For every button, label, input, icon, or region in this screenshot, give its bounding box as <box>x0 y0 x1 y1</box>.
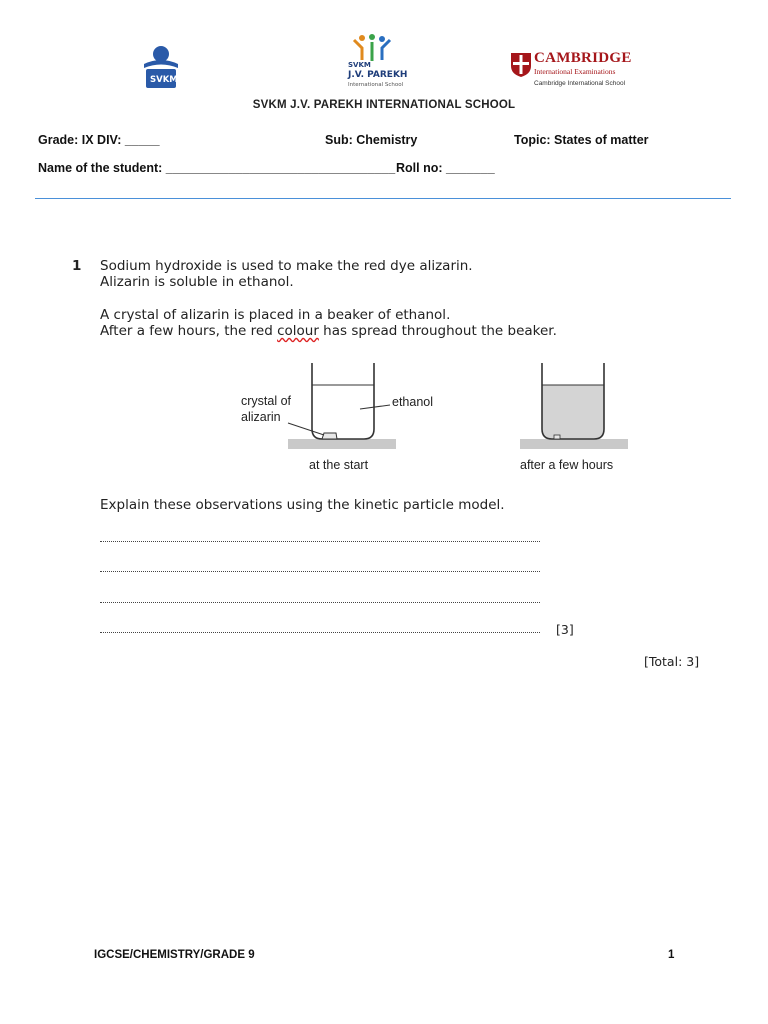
answer-line-4[interactable] <box>100 632 540 633</box>
subject-field: Sub: Chemistry <box>325 133 418 147</box>
bench-right <box>520 439 628 449</box>
cambridge-caption: Cambridge International School <box>534 80 626 87</box>
question-instruction: Explain these observations using the kinetic particle model. <box>100 497 505 513</box>
bench-left <box>288 439 396 449</box>
question-number: 1 <box>72 258 82 274</box>
liquid-right <box>542 385 604 439</box>
spelling-flagged-word: colour <box>277 323 319 339</box>
question-line-1: Sodium hydroxide is used to make the red dye alizarin. <box>100 258 473 274</box>
question-line-4-end: has spread throughout the beaker. <box>318 323 557 339</box>
svkm-logo-text: SVKM <box>150 75 178 85</box>
school-name: SVKM J.V. PAREKH INTERNATIONAL SCHOOL <box>252 99 516 111</box>
header-divider <box>35 198 731 199</box>
answer-line-1[interactable] <box>100 541 540 542</box>
roll-no-field: Roll no: _______ <box>396 161 495 175</box>
jv-parekh-logo-sub-text: International School <box>348 82 404 88</box>
question-line-4-start: After a few hours, the red <box>100 323 278 339</box>
figures-emblem-icon <box>340 34 404 64</box>
cambridge-logo <box>510 50 640 92</box>
jv-parekh-logo-main-text: J.V. PAREKH <box>348 70 408 80</box>
footer-page-number: 1 <box>668 949 675 961</box>
student-name-field: Name of the student: _________________________________ <box>38 161 396 175</box>
question-line-2: Alizarin is soluble in ethanol. <box>100 274 294 290</box>
cambridge-subtitle: International Examinations <box>534 67 616 76</box>
label-crystal-line2: alizarin <box>241 410 281 424</box>
svkm-logo <box>138 42 184 90</box>
answer-line-2[interactable] <box>100 571 540 572</box>
beaker-left <box>312 363 374 439</box>
caption-at-start: at the start <box>309 458 369 472</box>
grade-field: Grade: IX DIV: _____ <box>38 133 160 147</box>
jv-parekh-logo-top-text: SVKM <box>348 61 371 69</box>
question-line-4 <box>100 323 557 339</box>
topic-field: Topic: States of matter <box>514 133 649 147</box>
total-marks: [Total: 3] <box>644 654 700 669</box>
marks-label: [3] <box>556 622 574 637</box>
question-line-3: A crystal of alizarin is placed in a beaker of ethanol. <box>100 307 451 323</box>
cambridge-shield-icon <box>510 52 532 78</box>
caption-after-hours: after a few hours <box>520 458 614 472</box>
crystal-right <box>554 435 560 439</box>
label-crystal-line1: crystal of <box>241 394 292 408</box>
jv-parekh-logo <box>340 34 408 92</box>
label-ethanol: ethanol <box>392 395 434 409</box>
answer-line-3[interactable] <box>100 602 540 603</box>
crystal-left <box>322 433 337 439</box>
beaker-figure <box>236 355 636 480</box>
cambridge-title: CAMBRIDGE <box>534 50 632 66</box>
footer-course: IGCSE/CHEMISTRY/GRADE 9 <box>94 949 255 961</box>
